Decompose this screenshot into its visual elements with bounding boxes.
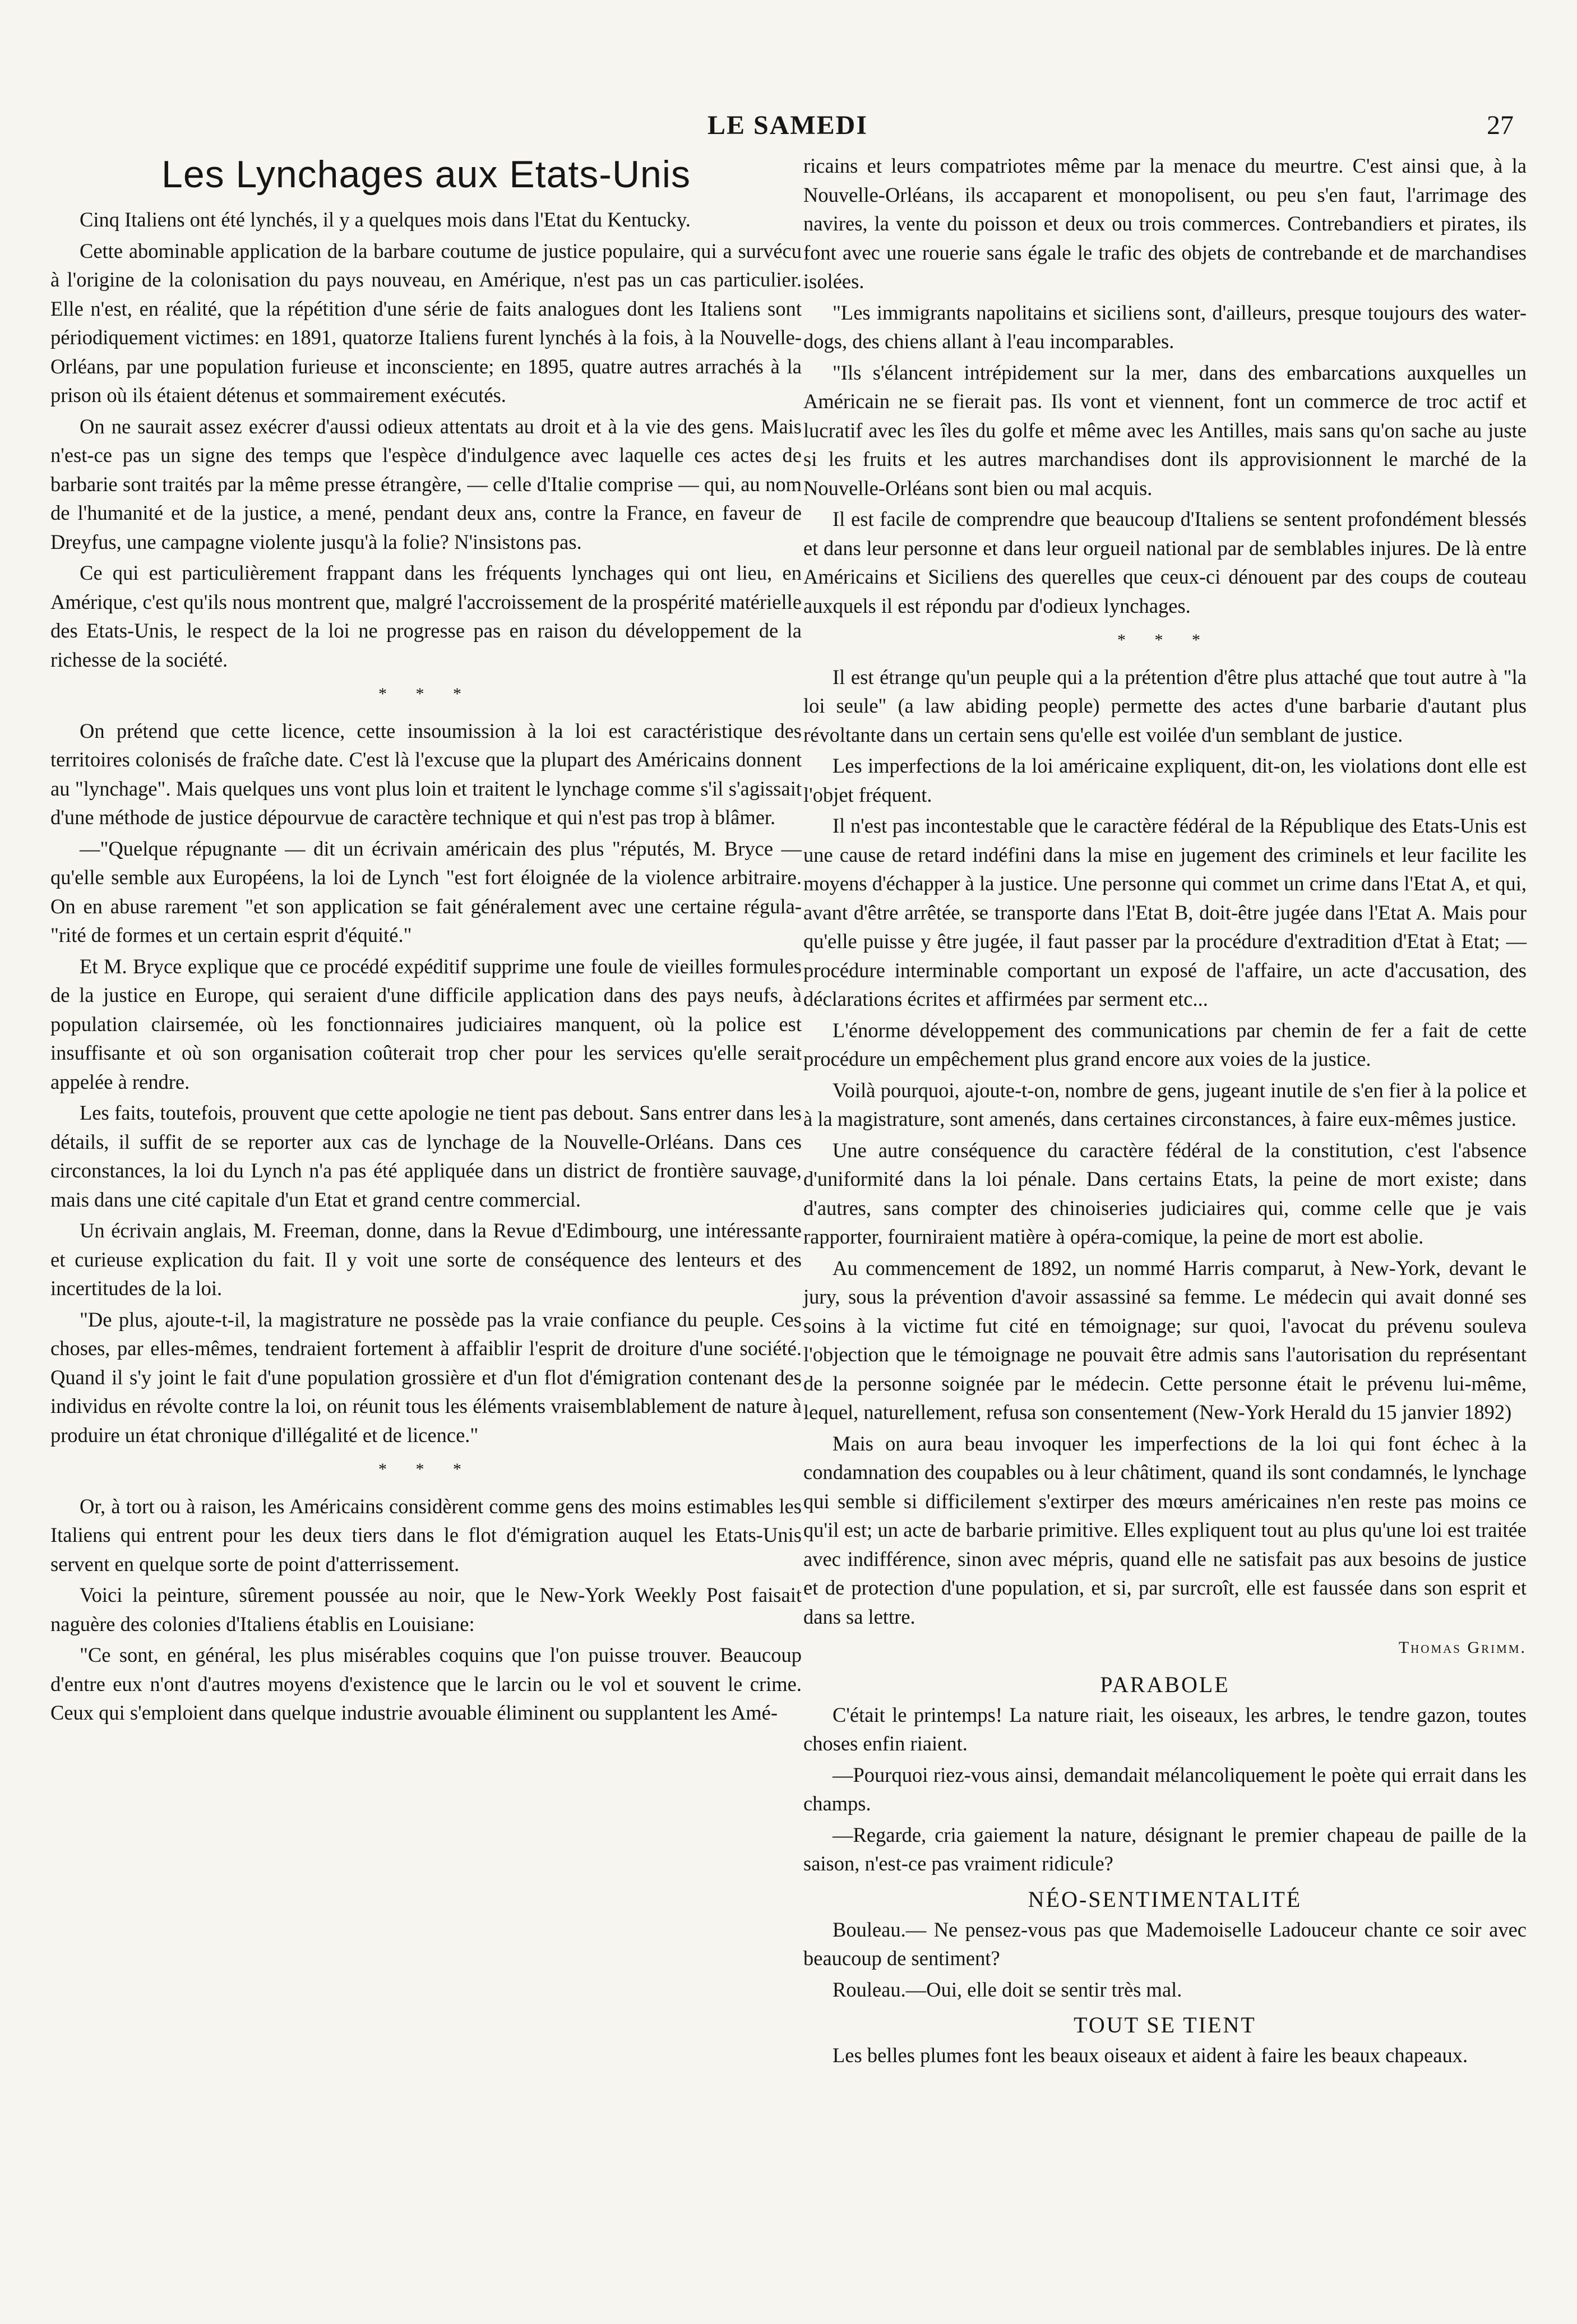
parabole-paragraph: —Regarde, cria gaiement la nature, désignant le premier chapeau de paille de la saison, n'est-ce pas vraiment ridicule? — [803, 1823, 1527, 1875]
neo-sentimentalite-title: NÉO-SENTIMENTALITÉ — [1028, 1886, 1302, 1912]
section-separator: * * * — [1117, 631, 1213, 649]
article-paragraph: Ce qui est particulièrement frappant dans les fréquents lynchages qui ont lieu, en Amérique, c'est qu'ils nous montrent que, malgré l'accroissement de la prospérité matérielle des Etats-Unis, le respect de la loi ne progresse pas en raison du développement de la richesse de la société. — [50, 561, 802, 671]
article-paragraph: Il est étrange qu'un peuple qui a la prétention d'être plus attaché que tout autre à "la loi seule" (a law abiding people) permette des actes d'une barbarie d'autant plus révoltante dans un certain sens qu'elle est voilée d'un semblant de justice. — [803, 665, 1527, 746]
article-paragraph: Il n'est pas incontestable que le caractère fédéral de la République des Etats-Unis est une cause de retard indéfini dans la mise en jugement des criminels et leur facilite les moyens d'échapper à la justice. Une personne qui commet un crime dans l'Etat A, et qui, avant d'être arrêtée, se transporte dans l'Etat B, doit-être jugée dans l'Etat A. Mais pour qu'elle puisse y être jugée, il faut passer par la procédure d'extradition d'Etat à Etat; —procédure interminable comportant un exposé de l'affaire, un acte d'accusation, des déclarations écrites et affirmées par serment etc... — [803, 814, 1527, 1010]
article-paragraph: Les faits, toutefois, prouvent que cette apologie ne tient pas debout. Sans entrer dans les détails, il suffit de se reporter aux cas de lynchage de la Nouvelle-Orléans. Dans ces circonstances, la loi du Lynch n'a pas été appliquée dans un district de frontière sauvage, mais dans une cité capitale d'un Etat et grand centre commercial. — [50, 1101, 802, 1211]
right-column — [803, 151, 1527, 2072]
article-paragraph: Il est facile de comprendre que beaucoup d'Italiens se sentent profondément blessés et dans leur personne et dans leur orgueil national par de semblables injures. De là entre Américains et Siciliens des querelles que ceux-ci dénouent par des coups de couteau auxquels il est répondu par d'odieux lynchages. — [803, 507, 1527, 617]
article-paragraph: Mais on aura beau invoquer les imperfections de la loi qui font échec à la condamnation des coupables ou à leur châtiment, quand ils sont condamnés, le lynchage qui semble si difficilement s'extirper des mœurs américaines n'en reste pas moins ce qu'il est; un acte de barbarie primitive. Elles expliquent tout au plus qu'une loi est traitée avec indifférence, sinon avec mépris, quand elle ne satisfait pas aux besoins de justice et de protection d'une population, et si, par surcroît, elle est faussée dans son esprit et dans sa lettre. — [803, 1431, 1527, 1628]
article-paragraph: Cette abominable application de la barbare coutume de justice populaire, qui a survécu à l'origine de la colonisation du pays nouveau, en Amérique, n'est pas un cas particulier. Elle n'est, en réalité, que la répétition d'une série de faits analogues dont les Italiens sont périodiquement victimes: en 1891, quatorze Italiens furent lynchés à la fois, à la Nouvelle-Orléans, par une population furieuse et inconsciente; en 1895, quatre autres arrachés à la prison où ils étaient détenus et sommairement exécutés. — [50, 239, 802, 406]
article-quote: "De plus, ajoute-t-il, la magistrature ne possède pas la vraie confiance du peuple. Ces choses, par elles-mêmes, tendraient fortement à affaiblir l'esprit de droiture d'une société. Quand il s'y joint le fait d'une population grossière et d'un flot d'émigration contenant des individus en révolte contre la loi, on réunit tous les éléments vraisemblablement de nature à produire un état chronique d'illégalité et de licence." — [50, 1307, 802, 1447]
article-paragraph: Au commencement de 1892, un nommé Harris comparut, à New-York, devant le jury, sous la prévention d'avoir assassiné sa femme. Le médecin qui avait donné ses soins à la victime fut cité en témoignage; sur quoi, l'avocat du prévenu souleva l'objection que le témoignage ne pouvait être admis sans l'autorisation du représentant de la personne soignée par le médecin. Cette personne était le prévenu lui-même, lequel, naturellement, refusa son consentement (New-York Herald du 15 janvier 1892) — [803, 1256, 1527, 1424]
parabole-paragraph: —Pourquoi riez-vous ainsi, demandait mélancoliquement le poète qui errait dans les champs. — [803, 1763, 1527, 1815]
page-number: 27 — [1487, 110, 1514, 140]
page-header — [62, 110, 1514, 144]
article-paragraph: On ne saurait assez exécrer d'aussi odieux attentats au droit et à la vie des gens. Mais n'est-ce pas un signe des temps que l'espèce d'indulgence avec laquelle ces actes de barbarie sont traités par la même presse étrangère, — celle d'Italie comprise — qui, au nom de l'humanité et de la justice, a mené, pendant deux ans, contre la France, en faveur de Dreyfus, une campagne violente jusqu'à la folie? N'insistons pas. — [50, 414, 802, 553]
article-paragraph: Or, à tort ou à raison, les Américains considèrent comme gens des moins estimables les Italiens qui entrent pour les deux tiers dans le flot d'émigration auquel les Etats-Unis servent en quelque sorte de point d'atterrissement. — [50, 1494, 802, 1575]
article-paragraph: On prétend que cette licence, cette insoumission à la loi est caractéristique des territoires colonisés de fraîche date. C'est là l'excuse que la plupart des Américains donnent au "lynchage". Mais quelques uns vont plus loin et traitent le lynchage comme s'il s'agissait d'une méthode de justice dépourvue de caractère technique et qui n'est pas trop à blâmer. — [50, 719, 802, 829]
article-paragraph: Cinq Italiens ont été lynchés, il y a quelques mois dans l'Etat du Kentucky. — [80, 208, 691, 231]
article-paragraph: ricains et leurs compatriotes même par la menace du meurtre. C'est ainsi que, à la Nouvelle-Orléans, ils accaparent et monopolisent, ou peu s'en faut, l'arrimage des navires, la vente du poisson et deux ou trois commerces. Contrebandiers et pirates, ils font avec une rouerie sans égale le trafic des objets de contrebande et de marchandises isolées. — [803, 154, 1527, 293]
parabole-paragraph: C'était le printemps! La nature riait, les oiseaux, les arbres, le tendre gazon, toutes choses enfin riaient. — [803, 1703, 1527, 1755]
neo-paragraph: Bouleau.— Ne pensez-vous pas que Mademoiselle Ladouceur chante ce soir avec beaucoup de sentiment? — [803, 1918, 1527, 1970]
author-signature: Thomas Grimm. — [1398, 1638, 1527, 1657]
article-quote: "Ils s'élancent intrépidement sur la mer, dans des embarcations auxquelles un Américain ne se fierait pas. Ils vont et viennent, font un commerce de troc actif et lucratif avec les îles du golfe et même avec les Antilles, mais sans qu'on sache au juste si les fruits et les autres marchandises dont ils approvisionnent le marché de la Nouvelle-Orléans sont bien ou mal acquis. — [803, 361, 1527, 500]
article-quote: "Ce sont, en général, les plus misérables coquins que l'on puisse trouver. Beaucoup d'entre eux n'ont d'autres moyens d'existence que le larcin ou le vol et souvent le crime. Ceux qui s'emploient dans quelque industrie avouable éliminent ou supplantent les Amé- — [50, 1643, 802, 1724]
running-title: LE SAMEDI — [707, 110, 868, 140]
article-paragraph: Voici la peinture, sûrement poussée au noir, que le New-York Weekly Post faisait naguère des colonies d'Italiens établis en Louisiane: — [50, 1583, 802, 1635]
article-paragraph: Une autre conséquence du caractère fédéral de la constitution, c'est l'absence d'uniformité dans la loi pénale. Dans certains Etats, la peine de mort existe; dans d'autres, sans compter des chinoiseries judiciaires qui, comme celle que je vais rapporter, fourniraient matière à opéra-comique, la peine de mort est abolie. — [803, 1138, 1527, 1248]
article-paragraph: Les imperfections de la loi américaine expliquent, dit-on, les violations dont elle est l'objet fréquent. — [803, 754, 1527, 806]
article-title: Les Lynchages aux Etats-Unis — [161, 153, 691, 196]
neo-paragraph: Rouleau.—Oui, elle doit se sentir très mal. — [833, 1978, 1182, 2001]
section-separator: * * * — [378, 685, 474, 703]
tout-se-tient-title: TOUT SE TIENT — [1074, 2012, 1256, 2037]
section-separator: * * * — [378, 1460, 474, 1479]
tout-paragraph: Les belles plumes font les beaux oiseaux et aident à faire les beaux chapeaux. — [833, 2044, 1468, 2067]
article-paragraph: Voilà pourquoi, ajoute-t-on, nombre de gens, jugeant inutile de s'en fier à la police et à la magistrature, sont amenés, dans certaines circonstances, à faire eux-mêmes justice. — [803, 1078, 1527, 1130]
article-paragraph: Un écrivain anglais, M. Freeman, donne, dans la Revue d'Edimbourg, une intéressante et curieuse explication du fait. Il y voit une sorte de conséquence des lenteurs et des incertitudes de la loi. — [50, 1219, 802, 1300]
left-column — [50, 151, 802, 1730]
parabole-title: PARABOLE — [1100, 1671, 1230, 1697]
article-quote: "Les immigrants napolitains et siciliens sont, d'ailleurs, presque toujours des water-dogs, des chiens allant à l'eau incomparables. — [803, 301, 1527, 353]
article-quote: —"Quelque répugnante — dit un écrivain américain des plus "réputés, M. Bryce — qu'elle semble aux Européens, la loi de Lynch "est fort éloignée de la violence arbitraire. On en abuse rarement "et son application se fait généralement avec une certaine régula-"rité de formes et un certain esprit d'équité." — [50, 837, 802, 946]
article-paragraph: Et M. Bryce explique que ce procédé expéditif supprime une foule de vieilles formules de la justice en Europe, qui seraient d'une difficile application dans des pays neufs, à population clairsemée, où les fonctionnaires judiciaires manquent, où la police est insuffisante et où son organisation coûterait trop cher pour les services qu'elle serait appelée à rendre. — [50, 954, 802, 1093]
article-paragraph: L'énorme développement des communications par chemin de fer a fait de cette procédure un empêchement plus grand encore aux voies de la justice. — [803, 1018, 1527, 1070]
